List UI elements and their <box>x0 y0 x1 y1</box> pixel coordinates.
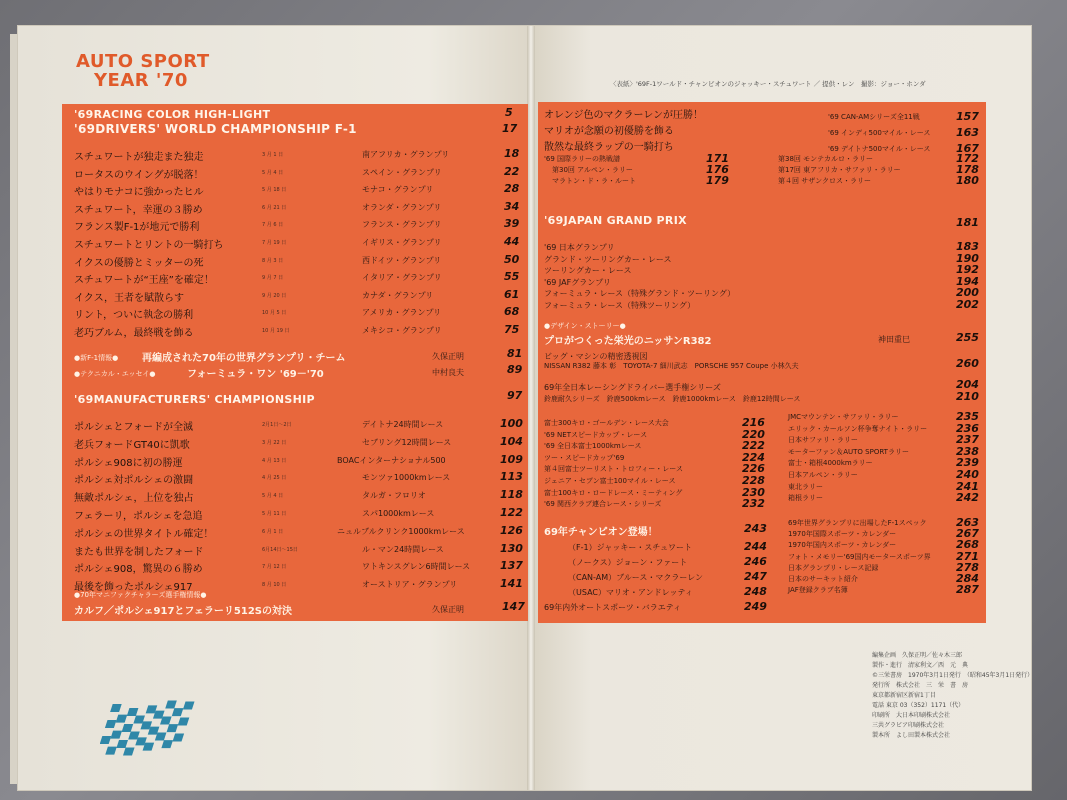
page-number: 200 <box>956 286 979 300</box>
toc-entry-race: 第30回 アルペン・ラリー <box>552 166 633 174</box>
page-number: 34 <box>504 199 520 213</box>
toc-entry-race: 日本アルペン・ラリー <box>788 471 858 479</box>
toc-entry-race: オーストリア・グランプリ <box>362 580 458 590</box>
toc-entry-title: やはりモナコに強かったヒル <box>74 187 204 199</box>
page-number: 204 <box>956 378 979 391</box>
page-number: 44 <box>504 235 520 248</box>
toc-entry-title: ロータスのウイングが脱落！ <box>74 169 204 181</box>
colophon-line: 編集企画 久保正明／佐々木三郎 <box>872 652 963 659</box>
page-number: 249 <box>744 600 767 613</box>
page-number: 55 <box>504 270 520 284</box>
toc-entry-race: ツーリングカー・レース <box>544 266 632 276</box>
toc-entry-title: スチュワートが“王座”を確定！ <box>74 275 214 287</box>
right-toc-panel <box>538 102 986 623</box>
toc-entry-race: JMCマウンテン・サファリ・ラリー <box>788 413 899 421</box>
toc-entry-race: フォーミュラ・レース（特殊グランド・ツーリング） <box>544 289 736 299</box>
series-sub: 鈴鹿耐久シリーズ 鈴鹿500kmレース 鈴鹿1000kmレース 鈴鹿12時間レース <box>544 395 801 403</box>
page-number: 222 <box>742 439 765 453</box>
toc-entry-title: またも世界を制したフォード <box>74 546 204 558</box>
flag-square <box>100 736 111 744</box>
page-number: 224 <box>742 450 765 464</box>
toc-entry-date: 10 月 5 日 <box>262 310 287 317</box>
toc-entry-race: エリック・カールソン杯争奪ナイト・ラリー <box>788 424 928 433</box>
brand-line1: AUTO SPORT <box>76 51 210 72</box>
champion-title: 69年チャンピオン登場！ <box>544 527 658 538</box>
flag-square <box>116 740 128 748</box>
page-number: 238 <box>956 444 979 458</box>
feature-title: カルフ／ポルシェ917とフェラーリ512Sの対決 <box>74 606 292 617</box>
section-title-manufacturers: '69MANUFACTURERS' CHAMPIONSHIP <box>74 393 315 406</box>
feature-tag: ●70年マニファクチャラーズ選手権情報● <box>74 591 207 599</box>
page-number: 244 <box>744 540 767 553</box>
section-title-racing-color: '69RACING COLOR HIGH-LIGHT <box>74 108 271 121</box>
toc-entry-race: '69 JAFグランプリ <box>544 277 611 287</box>
page-number: 61 <box>504 287 520 301</box>
colophon-line: ©三栄書房 1970年3月1日発行 （昭和45年3月1日発行） <box>872 672 1034 679</box>
flag-square <box>105 747 117 755</box>
toc-entry-race: '69 国際ラリーの熱戦譜 <box>544 155 621 163</box>
toc-entry-race: フォーミュラ・レース（特殊ツーリング） <box>544 301 696 310</box>
toc-entry-race: （F-1）ジャッキー・スチュワート <box>568 543 693 552</box>
toc-entry-date: 5 月 18 日 <box>262 187 287 194</box>
page-number: 230 <box>742 485 765 499</box>
toc-entry-race: 西ドイツ・グランプリ <box>362 255 442 265</box>
toc-entry-race: 第４回富士ツーリスト・トロフィー・レース <box>544 465 683 474</box>
page-number: 239 <box>956 456 979 470</box>
page-number: 284 <box>956 572 979 585</box>
toc-entry-race: メキシコ・グランプリ <box>362 326 442 335</box>
toc-entry-title: フランス製F-1が地元で勝利 <box>74 222 200 234</box>
series-title: 69年全日本レーシングドライバー選手権シリーズ <box>544 383 721 392</box>
page-number: 28 <box>504 182 520 196</box>
page-number: 263 <box>956 516 979 529</box>
toc-entry-race: '69 関西クラブ連合レース・シリーズ <box>544 500 662 509</box>
page-number: 278 <box>956 560 979 574</box>
toc-entry-title: ポルシェの世界タイトル確定！ <box>74 528 214 540</box>
toc-entry-title: 老巧ブルム，最終戦を飾る <box>74 328 194 339</box>
feature-author: 久保正明 <box>432 352 464 361</box>
page-number: 113 <box>500 470 523 484</box>
flag-square <box>161 740 173 748</box>
toc-entry-race: タルガ・フロリオ <box>362 491 426 501</box>
page-number: 137 <box>500 559 523 573</box>
toc-entry-date: 8 月 10 日 <box>262 582 287 589</box>
page-number: 104 <box>500 434 523 448</box>
page-number: 267 <box>956 527 979 541</box>
toc-entry-title: イクスの優勝とミッターの死 <box>74 257 204 269</box>
page-number: 242 <box>956 491 979 505</box>
page-number: 236 <box>956 421 979 435</box>
toc-entry-date: 7 月 19 日 <box>262 240 287 246</box>
flag-square <box>110 731 122 739</box>
page-number: 202 <box>956 298 979 311</box>
page-number: 232 <box>742 497 765 511</box>
page-number: 68 <box>504 305 520 319</box>
toc-entry-race: ル・マン24時間レース <box>362 544 444 554</box>
page-number: 178 <box>956 163 979 176</box>
checkered-flag-icon <box>100 700 210 760</box>
toc-entry-title: ポルシェ908，驚異の６勝め <box>74 564 203 576</box>
section-title-drivers-championship: '69DRIVERS' WORLD CHAMPIONSHIP F-1 <box>74 122 357 136</box>
page-number: 240 <box>956 468 979 481</box>
page-number: 260 <box>956 357 979 370</box>
toc-entry-race: ワトキンスグレン6時間レース <box>362 562 471 572</box>
page-number: 157 <box>956 110 979 123</box>
big-machine-title: ビッグ・マシンの精密透視図 <box>544 352 648 361</box>
toc-entry-title: スチュワートとリントの一騎打ち <box>74 240 224 251</box>
feature-tag: ●テクニカル・エッセイ● <box>74 370 156 378</box>
page-number: 190 <box>956 251 979 265</box>
feature-tag: ●新F-1情報● <box>74 354 119 362</box>
page-number: 180 <box>956 174 979 187</box>
toc-entry-race: 東北ラリー <box>788 482 823 491</box>
flag-square <box>110 704 122 712</box>
page-number: 141 <box>500 577 523 591</box>
page-number: 17 <box>502 122 518 135</box>
feature-author: 中村良夫 <box>432 368 464 377</box>
book-spine <box>527 26 535 790</box>
flag-square <box>127 708 139 716</box>
colophon-line: 製本所 よし田製本株式会社 <box>872 732 951 739</box>
page-number: 163 <box>956 126 979 139</box>
toc-entry-race: イタリア・グランプリ <box>362 273 442 283</box>
page-number: 226 <box>742 462 765 476</box>
page-number: 172 <box>956 152 979 165</box>
toc-entry-date: 7 月 6 日 <box>262 222 284 229</box>
page-number: 287 <box>956 583 979 597</box>
page-number: 97 <box>507 389 523 402</box>
toc-entry-date: 10 月 19 日 <box>262 328 290 334</box>
toc-entry-race: 日本のサーキット紹介 <box>788 575 858 583</box>
section-title-japan-gp: '69JAPAN GRAND PRIX <box>544 214 687 227</box>
flag-square <box>172 708 184 716</box>
page-number: 235 <box>956 410 979 423</box>
toc-entry-race: フランス・グランプリ <box>362 220 442 230</box>
flag-square <box>122 724 134 732</box>
toc-entry-date: 4 月 13 日 <box>262 457 287 464</box>
page-number: 109 <box>500 452 523 466</box>
toc-entry-race: 1970年国内スポーツ・カレンダー <box>788 541 897 550</box>
toc-entry-race: モーターファン＆AUTO SPORTラリー <box>788 447 909 456</box>
toc-entry-race: アメリカ・グランプリ <box>362 308 442 318</box>
toc-entry-date: 5 月 4 日 <box>262 169 284 176</box>
toc-entry-title: フェラーリ，ポルシェを急追 <box>74 511 203 522</box>
toc-entry-race: '69 日本グランプリ <box>544 243 615 252</box>
toc-entry-title: 老兵フォードGT40に凱歌 <box>74 439 190 451</box>
feature-title: プロがつくった栄光のニッサンR382 <box>544 336 712 347</box>
flag-square <box>116 715 128 723</box>
toc-entry-race: ツー・スピードカップ'69 <box>544 453 625 462</box>
toc-entry-race: 富士・箱根4000kmラリー <box>788 459 873 468</box>
toc-entry-date: 9 月 7 日 <box>262 275 284 282</box>
toc-entry-date: 3 月 22 日 <box>262 439 287 446</box>
toc-entry-race: 第17回 東アフリカ・サファリ・ラリー <box>778 166 901 174</box>
toc-entry-title: 無敵ポルシェ，上位を独占 <box>74 493 194 505</box>
toc-entry-race: '69 インディ500マイル・レース <box>828 129 931 137</box>
page-number: 247 <box>744 570 767 583</box>
toc-entry-race: スペイン・グランプリ <box>362 167 442 177</box>
flag-square <box>105 720 117 728</box>
toc-entry-race: 69年世界グランプリに出場したF-1スペック <box>788 519 927 527</box>
toc-entry-title: マリオが念願の初優勝を飾る <box>544 126 674 137</box>
page-number: 216 <box>742 416 765 429</box>
flag-square <box>183 701 195 709</box>
toc-entry-race: 日本グランプリ・レース記録 <box>788 563 879 572</box>
page-number: 255 <box>956 331 979 344</box>
toc-entry-race: モンツァ1000kmレース <box>362 473 451 483</box>
page-number: 39 <box>504 217 520 231</box>
toc-entry-race: （ノークス）ジョーン・ファート <box>568 558 688 567</box>
toc-entry-date: 3 月 1 日 <box>262 152 284 158</box>
toc-entry-race: 富士100キロ・ロードレース・ミーティング <box>544 488 683 497</box>
page-number: 210 <box>956 390 979 403</box>
page-number: 183 <box>956 240 979 253</box>
toc-entry-race: マラトン・ド・ラ・ルート <box>552 177 636 185</box>
toc-entry-title: ポルシェ対ポルシェの激闘 <box>74 475 194 487</box>
toc-entry-race: '69 デイトナ500マイル・レース <box>828 145 931 153</box>
toc-entry-race: 1970年国際スポーツ・カレンダー <box>788 530 897 539</box>
page-number: 271 <box>956 549 979 563</box>
toc-entry-date: 7 月 12 日 <box>262 564 287 571</box>
toc-entry-race: BOACインターナショナル500 <box>337 455 446 465</box>
feature-author: 神田重巳 <box>878 335 910 344</box>
toc-entry-race: '69 NETスピードカップ・レース <box>544 430 648 439</box>
feature-title: フォーミュラ・ワン '69－'70 <box>187 369 324 380</box>
toc-entry-race: 箱根ラリー <box>788 494 823 503</box>
page-number: 243 <box>744 522 767 535</box>
page-number: 268 <box>956 538 979 552</box>
toc-entry-race: JAF登録クラブ名簿 <box>788 586 848 595</box>
toc-entry-race: セブリング12時間レース <box>362 437 452 447</box>
toc-entry-race: '69 全日本富士1000kmレース <box>544 442 642 451</box>
flag-square <box>178 717 190 725</box>
toc-entry-race: '69 CAN-AMシリーズ全11戦 <box>828 113 920 121</box>
toc-entry-date: 2月1日〜2日 <box>262 422 292 428</box>
flag-square <box>123 747 135 755</box>
page-number: 237 <box>956 433 979 447</box>
brand-logo <box>76 52 210 90</box>
page-number: 167 <box>956 142 979 155</box>
toc-entry-race: モナコ・グランプリ <box>362 185 434 195</box>
toc-entry-date: 4 月 25 日 <box>262 475 287 482</box>
toc-entry-title: 散然な最終ラップの一騎打ち <box>544 142 674 153</box>
toc-entry-title: スチュワートが独走また独走 <box>74 152 204 163</box>
toc-entry-title: 最後を飾ったポルシェ917 <box>74 582 193 594</box>
toc-entry-race: フォト・メモリー'69国内モータースポーツ界 <box>788 552 931 561</box>
page-number: 171 <box>706 152 729 165</box>
toc-entry-race: 日本サファリ・ラリー <box>788 436 858 445</box>
toc-entry-title: リント，ついに執念の勝利 <box>74 310 194 322</box>
toc-entry-title: オレンジ色のマクラーレンが圧勝！ <box>544 110 704 121</box>
toc-entry-title: イクス，王者を賦散らす <box>74 292 184 304</box>
feature-tag: ●デザイン・ストーリー● <box>544 322 626 330</box>
left-toc-panel <box>62 104 528 621</box>
toc-entry-race: （CAN-AM）ブルース・マクラーレン <box>568 573 704 582</box>
colophon-line: 発行所 株式会社 三 栄 書 房 <box>872 682 969 689</box>
toc-entry-race: グランド・ツーリングカー・レース <box>544 254 672 264</box>
page-number: 192 <box>956 263 979 277</box>
page-number: 75 <box>504 323 520 336</box>
page-number: 89 <box>507 363 523 376</box>
colophon-line: 電話 東京 03（352）1171（代） <box>872 702 965 709</box>
toc-entry-title: ポルシェ908に初の勝運 <box>74 457 183 469</box>
page-number: 22 <box>504 164 520 178</box>
feature-title: 再編成された70年の世界グランプリ・チーム <box>142 353 346 364</box>
toc-entry-title: ポルシェとフォードが全滅 <box>74 422 194 433</box>
page-number: 228 <box>742 474 765 487</box>
colophon-line: 三共グラビア印刷株式会社 <box>872 722 945 729</box>
toc-entry-race: スパ1000kmレース <box>362 509 435 518</box>
toc-entry-date: 8 月 3 日 <box>262 257 284 264</box>
cover-caption: 〈表紙〉'69F-1ワールド・チャンピオンのジャッキー・スチュワート ／ 提供・レン 撮影：ジョー・ホンダ <box>610 80 926 88</box>
page-number: 50 <box>504 252 520 266</box>
page-number: 194 <box>956 274 979 288</box>
page-number: 220 <box>742 427 765 441</box>
page-number: 122 <box>500 506 523 519</box>
flag-square <box>173 733 185 741</box>
toc-entry-date: 9 月 20 日 <box>262 292 287 299</box>
flag-square <box>165 701 177 709</box>
flag-square <box>167 724 179 732</box>
toc-entry-date: 5 月 4 日 <box>262 493 284 500</box>
page-number: 18 <box>504 147 520 160</box>
page-number: 181 <box>956 216 979 229</box>
big-machine-sub: NISSAN R382 藤本 彰 TOYOTA-7 細川武志 PORSCHE 957 Coupe 小林久夫 <box>544 362 799 370</box>
page-number: 5 <box>505 106 513 119</box>
colophon-line: 東京都新宿区新宿1丁目 <box>872 692 936 699</box>
page-number: 176 <box>706 163 729 176</box>
toc-entry-race: （USAC）マリオ・アンドレッティ <box>568 588 693 597</box>
page-number: 246 <box>744 555 767 568</box>
toc-entry-race: カナダ・グランプリ <box>362 290 434 300</box>
toc-entry-race: オランダ・グランプリ <box>362 202 442 212</box>
page-number: 126 <box>500 523 523 537</box>
toc-entry-race: デイトナ24時間レース <box>362 420 444 429</box>
page-number: 118 <box>500 488 523 502</box>
page-number: 179 <box>706 174 729 187</box>
page-number: 248 <box>744 585 767 598</box>
toc-entry-race: ジェニア・セブン富士100マイル・レース <box>544 477 676 485</box>
toc-entry-race: 第38回 モンテカルロ・ラリー <box>778 155 873 163</box>
page-number: 100 <box>500 417 523 430</box>
toc-entry-race: 69年内外オートスポーツ・バラエティ <box>544 603 682 612</box>
toc-entry-race: 南アフリカ・グランプリ <box>362 150 450 159</box>
toc-entry-date: 6月14日〜15日 <box>262 546 298 553</box>
brand-line2: YEAR '70 <box>94 70 188 91</box>
colophon-line: 製作・進行 清家利文／西 元 典 <box>872 662 969 669</box>
toc-entry-race: ニュルブルクリンク1000kmレース <box>337 526 465 536</box>
toc-entry-race: イギリス・グランプリ <box>362 238 442 247</box>
feature-author: 久保正明 <box>432 605 464 614</box>
page-number: 81 <box>507 347 523 360</box>
toc-entry-title: スチュワート，幸運の３勝め <box>74 204 203 216</box>
page-number: 130 <box>500 541 523 555</box>
toc-entry-date: 6 月 1 日 <box>262 528 284 535</box>
colophon-line: 印刷所 大日本印刷株式会社 <box>872 712 951 719</box>
toc-entry-date: 6 月 21 日 <box>262 204 287 211</box>
toc-entry-race: 第４回 サザンクロス・ラリー <box>778 177 871 185</box>
page-number: 147 <box>502 600 525 613</box>
page-number: 241 <box>956 479 979 493</box>
toc-entry-race: 富士300キロ・ゴールデン・レース大会 <box>544 419 669 427</box>
toc-entry-date: 5 月 11 日 <box>262 511 287 517</box>
